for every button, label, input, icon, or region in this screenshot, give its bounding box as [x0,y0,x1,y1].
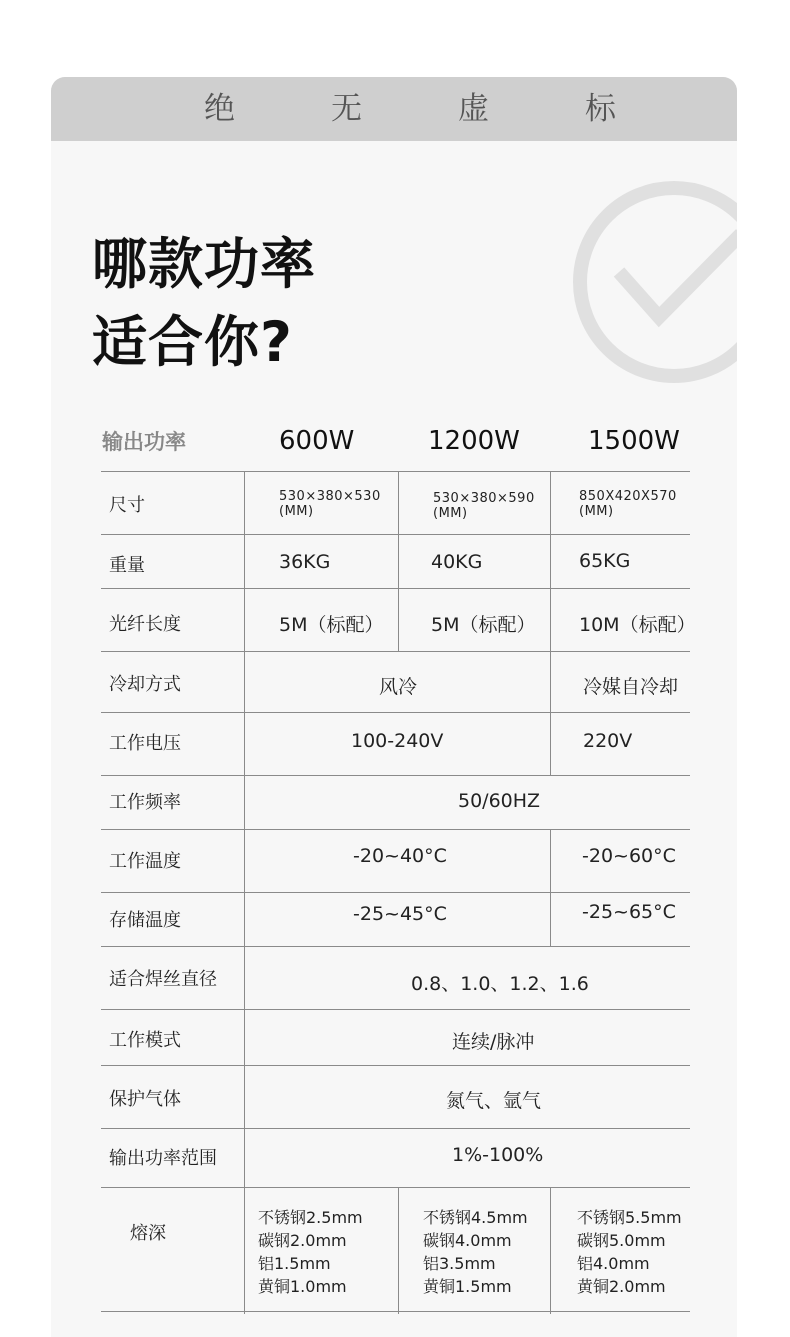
voltage-1500w: 220V [583,730,633,752]
weight-1500w: 65KG [579,550,631,572]
fiber-1500w: 10M（标配） [579,614,696,636]
cooling-1500w: 冷媒自冷却 [583,676,679,698]
power-600w: 600W [279,426,355,456]
row-label-range: 输出功率范围 [109,1148,217,1169]
fiber-1200w: 5M（标配） [431,614,536,636]
header-label: 输出功率 [102,430,186,454]
cooling-600-1200w: 风冷 [379,676,418,698]
work-temp-1500w: -20~60°C [582,845,676,867]
gas-all: 氮气、氩气 [446,1090,542,1112]
weight-1200w: 40KG [431,551,483,573]
weight-600w: 36KG [279,551,331,573]
row-label-fiber: 光纤长度 [109,614,181,635]
depth-600w: 不锈钢2.5mm 碳钢2.0mm 铝1.5mm 黄铜1.0mm [258,1208,363,1296]
row-label-depth: 熔深 [130,1223,166,1244]
row-label-weight: 重量 [109,555,145,576]
frequency-all: 50/60HZ [458,790,541,812]
range-all: 1%-100% [452,1144,544,1166]
checkmark-circle-icon [571,179,737,389]
banner [51,77,737,141]
row-label-voltage: 工作电压 [109,733,181,754]
wire-all: 0.8、1.0、1.2、1.6 [411,973,589,995]
banner-char: 无 [331,91,362,127]
row-label-wire: 适合焊丝直径 [109,969,217,990]
banner-char: 虚 [458,91,489,127]
headline [92,225,316,381]
headline-line-2: 适合你? [92,310,293,374]
banner-char: 标 [585,91,616,127]
size-1200w: 530×380×590 (MM) [433,491,535,521]
storage-temp-600-1200w: -25~45°C [353,903,447,925]
mode-all: 连续/脉冲 [452,1031,535,1053]
depth-1500w: 不锈钢5.5mm 碳钢5.0mm 铝4.0mm 黄铜2.0mm [577,1208,682,1296]
power-1200w: 1200W [428,426,520,456]
banner-char: 绝 [204,91,235,127]
storage-temp-1500w: -25~65°C [582,901,676,923]
row-label-mode: 工作模式 [109,1030,181,1051]
fiber-600w: 5M（标配） [279,614,384,636]
row-label-storage-temp: 存储温度 [109,910,181,931]
row-label-size: 尺寸 [109,495,145,516]
headline-line-1: 哪款功率 [92,232,317,296]
size-1500w: 850X420X570 (MM) [579,489,677,519]
row-label-gas: 保护气体 [109,1089,181,1110]
power-1500w: 1500W [588,426,680,456]
row-label-work-temp: 工作温度 [109,851,181,872]
size-600w: 530×380×530 (MM) [279,489,381,519]
voltage-600-1200w: 100-240V [351,730,444,752]
depth-1200w: 不锈钢4.5mm 碳钢4.0mm 铝3.5mm 黄铜1.5mm [423,1208,528,1296]
work-temp-600-1200w: -20~40°C [353,845,447,867]
row-label-frequency: 工作频率 [109,792,181,813]
row-label-cooling: 冷却方式 [109,674,181,695]
